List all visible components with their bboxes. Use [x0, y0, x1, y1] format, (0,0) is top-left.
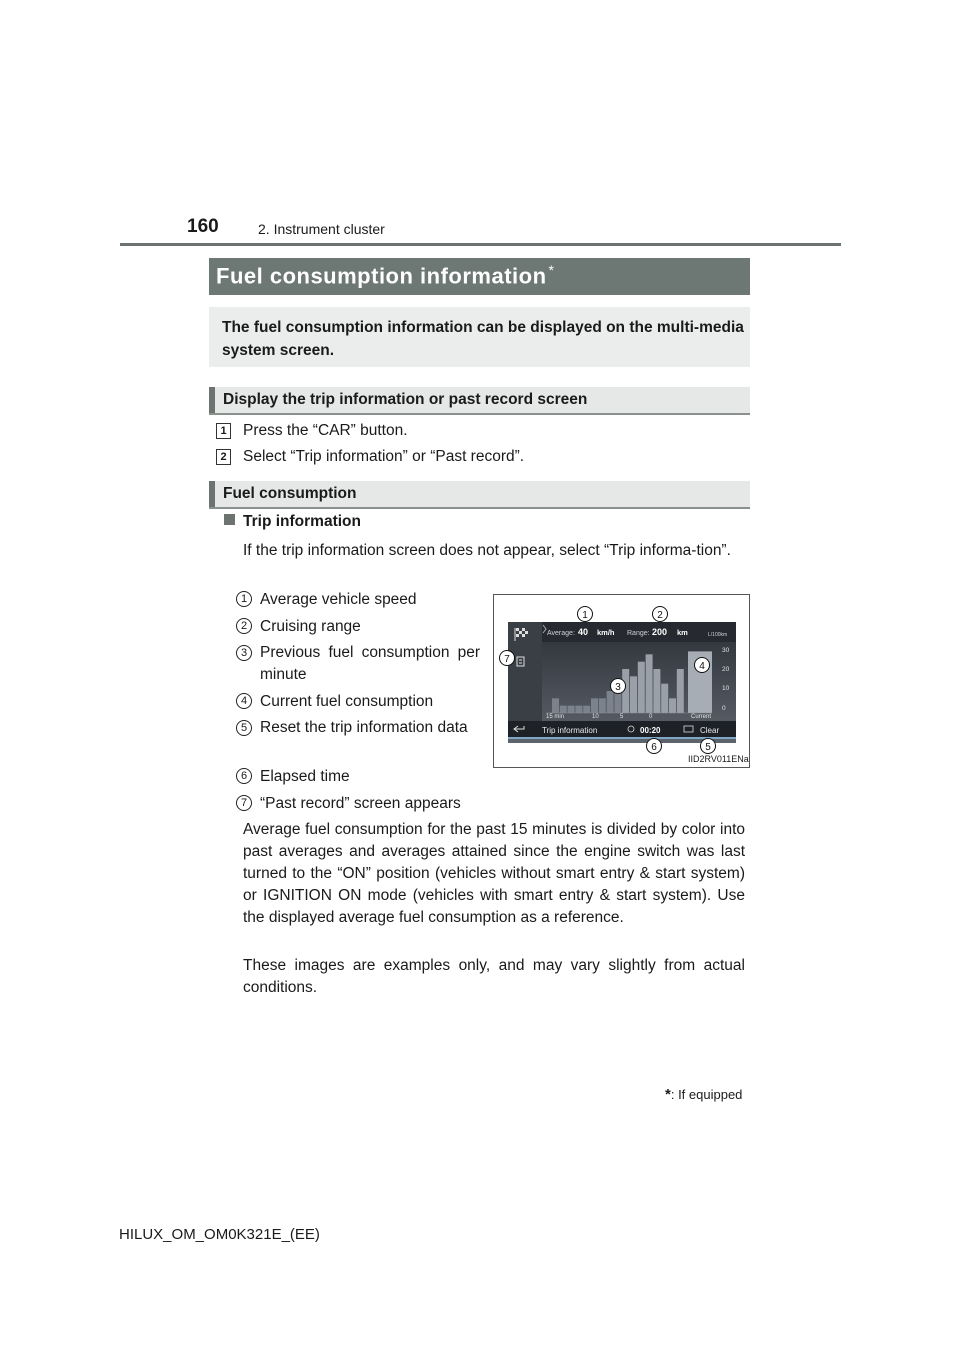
- fuel-bar: [653, 669, 660, 713]
- x-tick-label: 15 min: [546, 714, 565, 720]
- average-value: 40: [578, 627, 589, 637]
- multimedia-screen-illustration: [494, 595, 749, 767]
- fuel-bar: [568, 706, 575, 713]
- section-title-text: Fuel consumption information: [216, 263, 547, 289]
- item-1-text: Average vehicle speed: [260, 591, 417, 608]
- item-number-5: 5: [236, 720, 252, 736]
- callout-4-label: 4: [699, 661, 705, 672]
- fuel-bar: [560, 706, 567, 713]
- callout-6-label: 6: [651, 742, 657, 753]
- paragraph-average-fuel: Average fuel consumption for the past 15 minutes is divided by color into past averages and averages attained since the engine switch was last turned to the “ON” position (vehicles without smart entry & start system) or IGNITION ON mode (vehicles with smart entry & start system). Use the displayed average fuel consumption as a reference.: [243, 821, 745, 926]
- item-3-text: Previous fuel consumption per minute: [260, 644, 480, 683]
- paragraph-examples-note: These images are examples only, and may vary slightly from actual conditions.: [243, 957, 745, 996]
- callout-5-label: 5: [705, 742, 711, 753]
- chapter-title: 2. Instrument cluster: [258, 221, 385, 237]
- item-7-text: “Past record” screen appears: [260, 795, 461, 812]
- item-number-1: 1: [236, 591, 252, 607]
- fuel-bar: [607, 691, 614, 713]
- range-label: Range:: [627, 630, 650, 637]
- y-tick-label: 10: [722, 685, 730, 692]
- subheading-accent: [209, 481, 215, 507]
- step-1-text: Press the “CAR” button.: [243, 422, 408, 439]
- fuel-bar: [591, 698, 598, 713]
- section-title: [216, 262, 555, 289]
- screen-left-column: [508, 622, 542, 724]
- fuel-bar: [646, 654, 653, 713]
- fuel-bar: [575, 706, 582, 713]
- figure-code: IID2RV011ENa: [688, 754, 749, 764]
- callout-3-label: 3: [615, 682, 621, 693]
- item-4-text: Current fuel consumption: [260, 693, 434, 710]
- item-5-text: Reset the trip information data: [260, 719, 468, 736]
- header-divider: [120, 243, 841, 246]
- callout-2-label: 2: [657, 610, 663, 621]
- step-2-text: Select “Trip information” or “Past record”.: [243, 448, 525, 465]
- intro-text: The fuel consumption information can be displayed on the multi-media system screen.: [222, 319, 744, 359]
- callout-7: [500, 651, 515, 666]
- fuel-bar: [638, 662, 645, 713]
- footnote-mark: *: [665, 1086, 671, 1103]
- fuel-bar: [552, 698, 559, 713]
- y-tick-label: 0: [722, 705, 726, 712]
- screen-top-strip: [508, 622, 736, 642]
- range-value: 200: [652, 627, 668, 637]
- fuel-bar: [583, 706, 590, 713]
- clear-button-label: Clear: [700, 726, 720, 735]
- x-tick-label: 10: [592, 714, 599, 720]
- step-number-1: 1: [216, 423, 231, 439]
- bullet-square-icon: [224, 514, 235, 525]
- step-number-2: 2: [216, 449, 231, 465]
- average-label: Average:: [547, 630, 575, 637]
- x-tick-label: 0: [649, 714, 653, 720]
- y-tick-label: 20: [722, 666, 730, 673]
- document-code-footer: HILUX_OM_OM0K321E_(EE): [119, 1226, 320, 1243]
- callout-4: [695, 658, 710, 673]
- subheading-accent: [209, 387, 215, 413]
- item-number-2: 2: [236, 618, 252, 634]
- current-label: Current: [691, 714, 712, 720]
- fuel-bar: [661, 684, 668, 713]
- footnote: [665, 1086, 742, 1103]
- callout-1: [578, 607, 593, 622]
- item-number-4: 4: [236, 693, 252, 709]
- item-number-3: 3: [236, 645, 252, 661]
- footnote-text: : If equipped: [670, 1087, 743, 1102]
- callout-3: [611, 679, 626, 694]
- item-number-7: 7: [236, 795, 252, 811]
- callout-6: [647, 739, 662, 754]
- fuel-unit: L/100km: [708, 632, 728, 638]
- subheading-fuel-text: Fuel consumption: [223, 485, 357, 502]
- fuel-bar: [669, 698, 676, 713]
- x-tick-label: 5: [620, 714, 624, 720]
- range-unit: km: [677, 628, 688, 637]
- trip-intro: If the trip information screen does not appear, select “Trip informa-tion”.: [243, 542, 731, 559]
- callout-2: [653, 607, 668, 622]
- trip-heading: [224, 513, 361, 531]
- asterisk-mark: *: [548, 262, 555, 278]
- screen-figure: [493, 594, 750, 768]
- subheading-fuel: [209, 481, 750, 509]
- callout-1-label: 1: [582, 610, 588, 621]
- trip-heading-text: Trip information: [243, 513, 361, 530]
- item-6-text: Elapsed time: [260, 768, 350, 785]
- fuel-bar: [630, 676, 637, 713]
- elapsed-time: 00:20: [640, 726, 661, 735]
- tab-trip-information: Trip information: [542, 726, 598, 735]
- item-2-text: Cruising range: [260, 618, 361, 635]
- y-tick-label: 30: [722, 647, 730, 654]
- subheading-display: [209, 387, 750, 415]
- callout-7-label: 7: [504, 654, 510, 665]
- fuel-bar: [599, 698, 606, 713]
- item-number-6: 6: [236, 768, 252, 784]
- callout-5: [701, 739, 716, 754]
- fuel-bar: [677, 669, 684, 713]
- page-number: 160: [187, 216, 219, 237]
- subheading-display-text: Display the trip information or past record screen: [223, 391, 588, 408]
- average-unit: km/h: [597, 628, 615, 637]
